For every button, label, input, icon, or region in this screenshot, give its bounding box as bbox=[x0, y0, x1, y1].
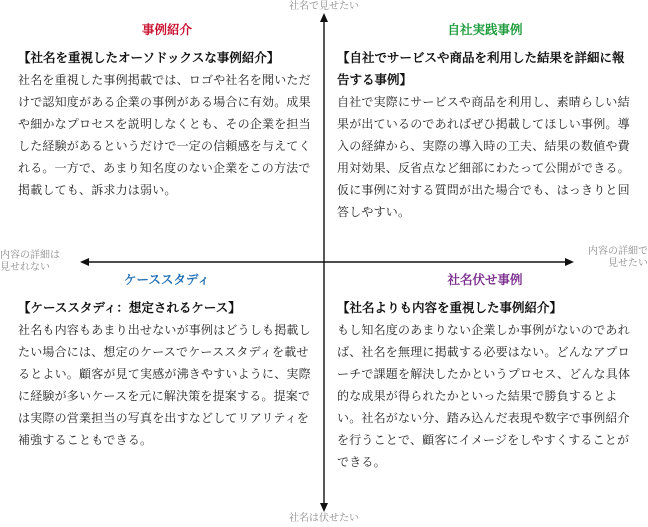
quadrant-title: 事例紹介 bbox=[141, 22, 192, 37]
quadrant-top-left bbox=[18, 22, 316, 201]
axis-label-left: 内容の詳細は 見せれない bbox=[0, 250, 60, 273]
quadrant-subtitle: 【社名よりも内容を重視した事例紹介】 bbox=[337, 300, 563, 315]
axis-arrow-up bbox=[320, 13, 328, 22]
quadrant-top-right bbox=[337, 22, 633, 223]
quadrant-bottom-right bbox=[337, 272, 633, 473]
quadrant-subtitle: 【ケーススタディ：想定されるケース】 bbox=[18, 300, 241, 315]
quadrant-body: 社名を重視した事例掲載では、ロゴや社名を聞いただけで認知度がある企業の事例がある場合に有効。成果や細かなプロセスを説明しなくとも、その企業を担当した経験があるというだけで一定の信頼感を与えてくれる。一方で、あまり知名度のない企業をこの方法で掲載しても、訴求力は弱い。 bbox=[18, 73, 311, 197]
quadrant-title: 社名伏せ事例 bbox=[447, 272, 523, 287]
quadrant-subtitle: 【自社でサービスや商品を利用した結果を詳細に報告する事例】 bbox=[337, 50, 625, 87]
axis-label-right: 内容の詳細で 見せたい bbox=[588, 246, 648, 269]
quadrant-title: ケーススタディ bbox=[124, 272, 210, 287]
quadrant-body: 社名も内容もあまり出せないが事例はどうしも掲載したい場合には、想定のケースでケーススタディを載せるとよい。顧客が見て実感が沸きやすいように、実際に経験が多いケースを元に解決策を提案する。提案では実際の営業担当の写真を出すなどしてリアリティを補強することもできる。 bbox=[18, 323, 311, 447]
axis-arrow-left bbox=[80, 258, 89, 266]
quadrant-title: 自社実践事例 bbox=[447, 22, 523, 37]
quadrant-body: もし知名度のあまりない企業しか事例がないのであれば、社名を無理に掲載する必要はない。どんなアプローチで課題を解決したかというプロセス、どんな具体的な成果が得られたかといった結果で勝負するとよい。社名がない分、踏み込んだ表現や数字で事例紹介を行うことで、顧客にイメージをしやすくすることができる。 bbox=[337, 323, 631, 469]
axis-arrow-down bbox=[320, 503, 328, 512]
axis-arrow-right bbox=[565, 258, 574, 266]
quadrant-subtitle: 【社名を重視したオーソドックスな事例紹介】 bbox=[18, 50, 280, 65]
axis-label-bottom: 社名は伏せたい bbox=[289, 513, 359, 524]
axis-label-top: 社名で見せたい bbox=[289, 1, 359, 12]
quadrant-bottom-left bbox=[18, 272, 316, 451]
quadrant-body: 自社で実際にサービスや商品を利用し、素晴らしい結果が出ているのであればぜひ掲載してほしい事例。導入の経緯から、実際の導入時の工夫、結果の数値や費用対効果、反省点など細部にわたって公開ができる。仮に事例に対する質問が出た場合でも、はっきりと回答しやすい。 bbox=[337, 95, 630, 219]
